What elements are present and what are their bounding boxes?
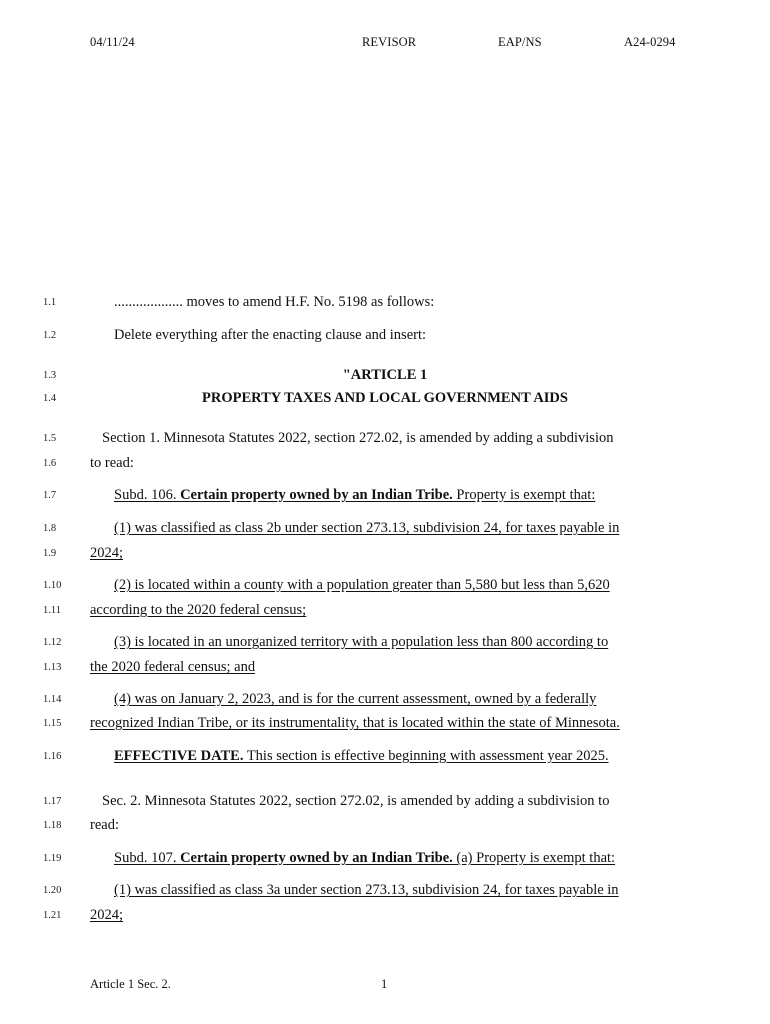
article-title: PROPERTY TAXES AND LOCAL GOVERNMENT AIDS <box>202 390 568 406</box>
line-number: 1.18 <box>43 820 62 831</box>
line-number: 1.17 <box>43 796 62 807</box>
subdivision-line <box>114 486 595 504</box>
article-number: "ARTICLE 1 <box>342 367 428 383</box>
line-1-18 <box>0 816 770 836</box>
new-language-text: according to the 2020 federal census; <box>90 602 307 618</box>
line-1-5 <box>0 429 770 449</box>
new-language-text: (2) is located within a county with a population greater than 5,580 but less than 5,620 <box>114 577 610 593</box>
line-1-10 <box>0 576 770 596</box>
line-number: 1.8 <box>43 523 57 534</box>
new-language-text: recognized Indian Tribe, or its instrumentality, that is located within the state of Minnesota. <box>90 715 620 731</box>
line-text: read: <box>90 817 119 833</box>
new-language-text: the 2020 federal census; and <box>90 659 256 675</box>
header-revisor: REVISOR <box>362 35 417 49</box>
line-number: 1.12 <box>43 637 62 648</box>
line-number: 1.20 <box>43 885 62 896</box>
line-number: 1.15 <box>43 718 62 729</box>
line-1-21 <box>0 906 770 926</box>
subdivision-text: Property is exempt that: <box>456 487 596 503</box>
line-number: 1.9 <box>43 548 57 559</box>
line-1-4 <box>0 389 770 409</box>
footer-section: Article 1 Sec. 2. <box>90 977 171 991</box>
line-text: Delete everything after the enacting clause and insert: <box>114 327 427 343</box>
line-number: 1.7 <box>43 490 57 501</box>
line-number: 1.6 <box>43 458 57 469</box>
section-heading: Sec. 2. Minnesota Statutes 2022, section 272.02, is amended by adding a subdivision to <box>102 793 610 809</box>
new-language-text: (4) was on January 2, 2023, and is for the current assessment, owned by a federally <box>114 691 597 707</box>
line-1-14 <box>0 690 770 710</box>
line-1-17 <box>0 792 770 812</box>
line-1-16 <box>0 747 770 767</box>
line-1-7 <box>0 486 770 506</box>
line-1-15 <box>0 714 770 734</box>
new-language-text: 2024; <box>90 545 124 561</box>
section-heading: Section 1. Minnesota Statutes 2022, section 272.02, is amended by adding a subdivision <box>102 430 614 446</box>
line-number: 1.14 <box>43 694 62 705</box>
line-1-9 <box>0 544 770 564</box>
line-number: 1.1 <box>43 297 57 308</box>
subdivision-number: Subd. 106. <box>114 487 177 503</box>
line-text: ................... moves to amend H.F. No. 5198 as follows: <box>114 294 435 310</box>
line-number: 1.13 <box>43 662 62 673</box>
subdivision-heading: Certain property owned by an Indian Tribe. <box>180 487 453 503</box>
line-1-12 <box>0 633 770 653</box>
line-number: 1.11 <box>43 605 61 616</box>
line-number: 1.19 <box>43 853 62 864</box>
line-1-20 <box>0 881 770 901</box>
header-code: A24-0294 <box>624 35 676 49</box>
line-1-1 <box>0 293 770 313</box>
new-language-text: (1) was classified as class 2b under section 273.13, subdivision 24, for taxes payable in <box>114 520 620 536</box>
effective-date-line <box>114 747 609 765</box>
subdivision-number: Subd. 107. <box>114 850 177 866</box>
page-number: 1 <box>381 977 388 991</box>
line-number: 1.3 <box>43 370 57 381</box>
subdivision-heading: Certain property owned by an Indian Tribe. <box>180 850 453 866</box>
line-1-6 <box>0 454 770 474</box>
subdivision-line <box>114 849 615 867</box>
new-language-text: (3) is located in an unorganized territory with a population less than 800 according to <box>114 634 609 650</box>
line-number: 1.2 <box>43 330 57 341</box>
subdivision-text: (a) Property is exempt that: <box>456 850 616 866</box>
line-1-11 <box>0 601 770 621</box>
header-date: 04/11/24 <box>90 35 135 49</box>
line-text: to read: <box>90 455 134 471</box>
line-number: 1.16 <box>43 751 62 762</box>
line-number: 1.4 <box>43 393 57 404</box>
new-language-text: (1) was classified as class 3a under section 273.13, subdivision 24, for taxes payable in <box>114 882 619 898</box>
effective-date-text: This section is effective beginning with assessment year 2025. <box>246 748 609 764</box>
line-1-19 <box>0 849 770 869</box>
line-1-3 <box>0 366 770 386</box>
line-number: 1.21 <box>43 910 62 921</box>
line-number: 1.5 <box>43 433 57 444</box>
line-1-13 <box>0 658 770 678</box>
line-1-8 <box>0 519 770 539</box>
effective-date-label: EFFECTIVE DATE. <box>114 748 244 764</box>
line-1-2 <box>0 326 770 346</box>
new-language-text: 2024; <box>90 907 124 923</box>
header-initials: EAP/NS <box>498 35 542 49</box>
line-number: 1.10 <box>43 580 62 591</box>
